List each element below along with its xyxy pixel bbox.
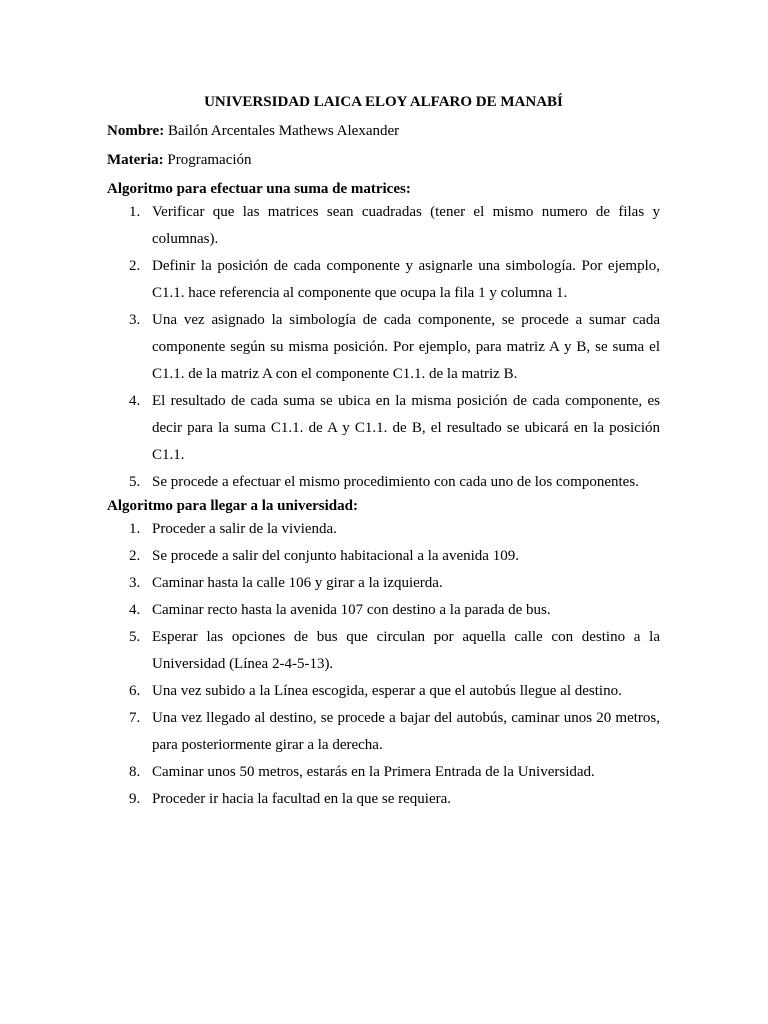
list-item [107,253,660,307]
list-item-number: 2. [129,258,141,274]
list-item [107,199,660,253]
list-item [107,597,660,624]
list-item-text: Se procede a efectuar el mismo procedimiento con cada uno de los componentes. [152,474,639,490]
list-item [107,624,660,678]
list-item-text: El resultado de cada suma se ubica en la misma posición de cada componente, es decir para la suma C1.1. de A y C1.1. de B, el resultado se ubicará en la posición C1.1. [152,393,660,463]
list-item-text: Esperar las opciones de bus que circulan por aquella calle con destino a la Universidad (Línea 2-4-5-13). [152,629,660,672]
list-item-text: Definir la posición de cada componente y asignarle una simbología. Por ejemplo, C1.1. hace referencia al componente que ocupa la fila 1 y columna 1. [152,258,660,301]
list-item-text: Se procede a salir del conjunto habitacional a la avenida 109. [152,548,519,564]
list-item-text: Caminar recto hasta la avenida 107 con destino a la parada de bus. [152,602,551,618]
list-item-number: 4. [129,393,141,409]
university-steps-list [107,516,660,813]
list-item [107,307,660,388]
list-item [107,516,660,543]
list-item [107,786,660,813]
subject-label: Materia: [107,152,164,168]
section-heading-matrices: Algoritmo para efectuar una suma de matrices: [107,181,411,197]
list-item-number: 4. [129,602,141,618]
document-title: UNIVERSIDAD LAICA ELOY ALFARO DE MANABÍ [204,94,563,110]
list-item-text: Verificar que las matrices sean cuadradas (tener el mismo numero de filas y columnas). [152,204,660,247]
list-item-text: Una vez asignado la simbología de cada componente, se procede a sumar cada componente según su misma posición. Por ejemplo, para matriz A y B, se suma el C1.1. de la matriz A con el componente C1.1. de la matriz B. [152,312,660,382]
name-value: Bailón Arcentales Mathews Alexander [167,123,400,139]
name-field [107,121,660,141]
list-item-text: Caminar hasta la calle 106 y girar a la izquierda. [152,575,443,591]
section-heading-university: Algoritmo para llegar a la universidad: [107,498,358,514]
list-item-number: 5. [129,629,141,645]
list-item-number: 6. [129,683,141,699]
list-item-number: 3. [129,312,141,328]
list-item-number: 5. [129,474,141,490]
list-item [107,705,660,759]
subject-field [107,150,660,170]
list-item [107,543,660,570]
list-item-text: Una vez subido a la Línea escogida, esperar a que el autobús llegue al destino. [152,683,622,699]
list-item [107,388,660,469]
list-item-number: 7. [129,710,141,726]
list-item [107,759,660,786]
list-item-text: Proceder ir hacia la facultad en la que se requiera. [152,791,452,807]
list-item-text: Caminar unos 50 metros, estarás en la Primera Entrada de la Universidad. [152,764,595,780]
name-label: Nombre: [107,123,165,139]
list-item-number: 8. [129,764,141,780]
subject-value: Programación [167,152,252,168]
list-item-number: 1. [129,521,141,537]
list-item-text: Una vez llegado al destino, se procede a bajar del autobús, caminar unos 20 metros, para posteriormente girar a la derecha. [152,710,660,753]
list-item-number: 3. [129,575,141,591]
list-item [107,469,660,496]
list-item [107,570,660,597]
matrices-steps-list [107,199,660,496]
list-item-number: 9. [129,791,141,807]
list-item-number: 2. [129,548,141,564]
list-item-text: Proceder a salir de la vivienda. [152,521,337,537]
list-item-number: 1. [129,204,141,220]
list-item [107,678,660,705]
